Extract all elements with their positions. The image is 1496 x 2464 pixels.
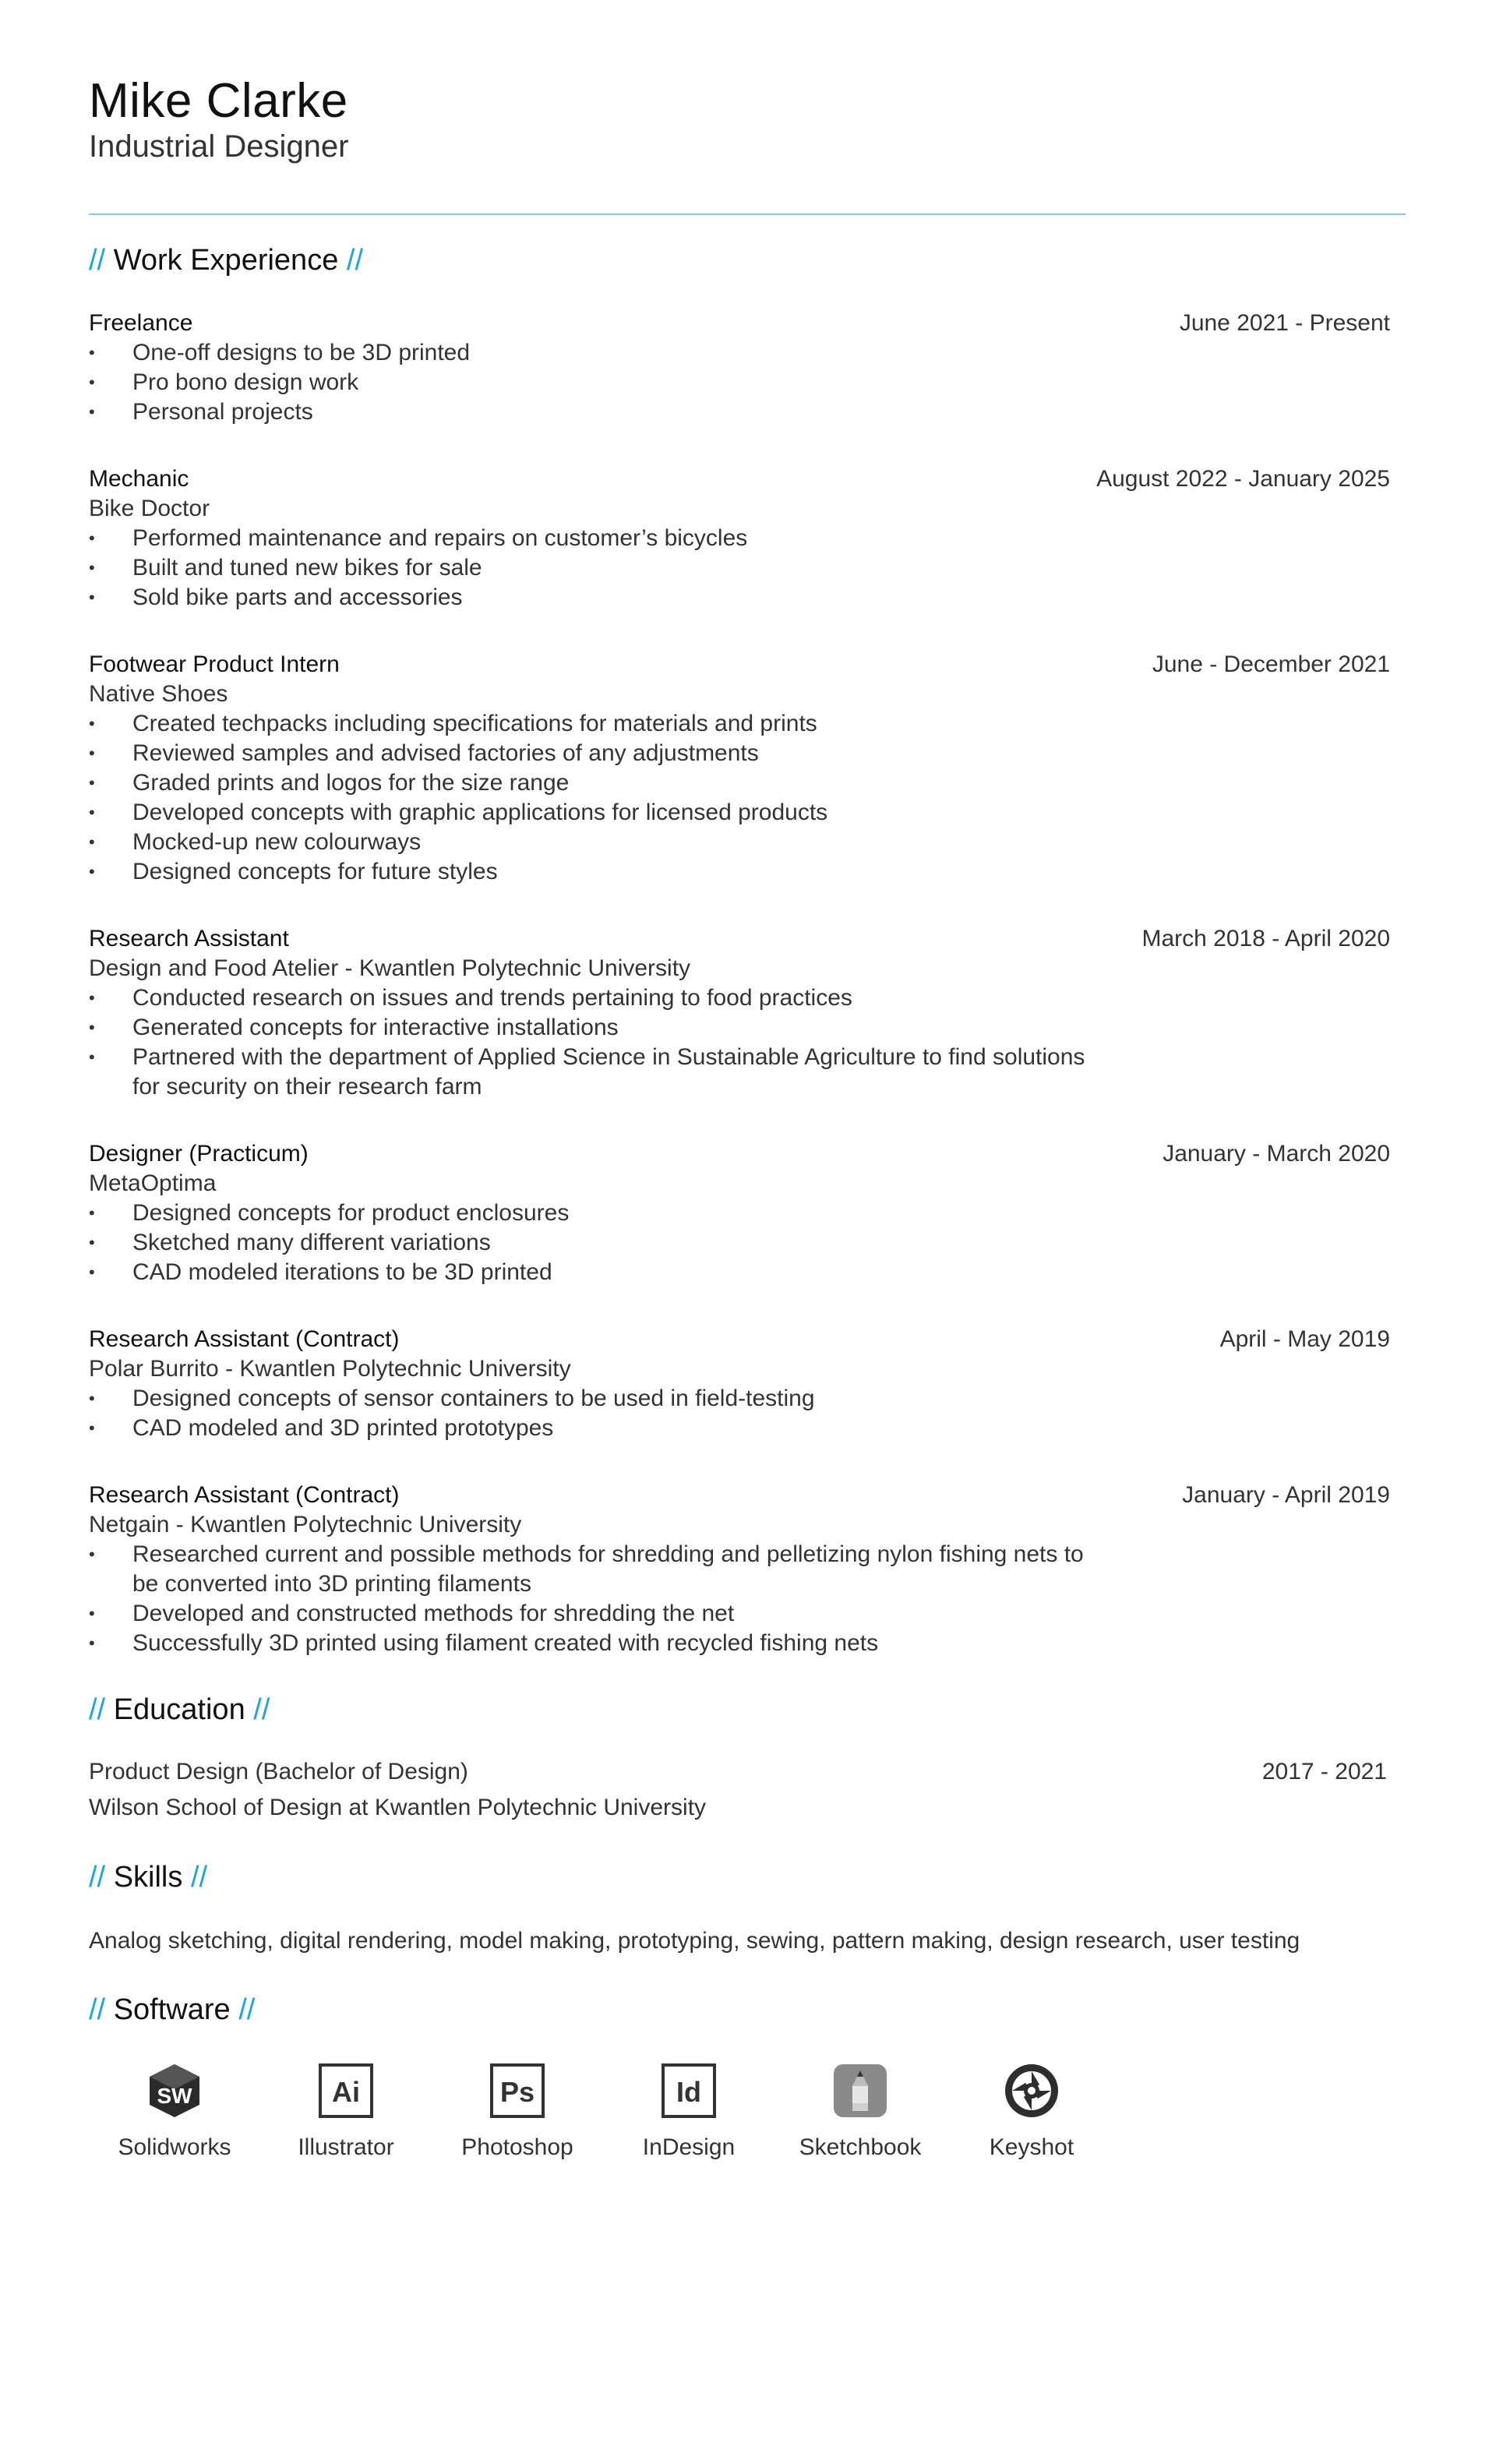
software-label: Keyshot [989,2134,1074,2160]
work-list [89,309,1406,1658]
job-bullet: • Designed concepts for future styles [89,857,1099,887]
job-bullets [89,1540,1390,1658]
header-divider [89,214,1406,215]
education-school: Wilson School of Design at Kwantlen Polytechnic University [89,1795,707,1821]
sketchbook-icon [832,2063,888,2119]
job-bullet: • Mocked-up new colourways [89,828,1099,857]
job-entry [89,309,1390,427]
job-date: August 2022 - January 2025 [1096,465,1390,492]
section-title-software [89,1993,1406,2028]
section-slash: // [89,244,106,277]
job-bullet: • Designed concepts of sensor containers to be used in field-testing [89,1384,1099,1414]
section-title-education [89,1693,1406,1728]
section-title-work [89,243,1406,279]
svg-text:Ps: Ps [499,2075,535,2108]
job-entry [89,1139,1390,1287]
job-company: MetaOptima [89,1170,217,1196]
job-title: Research Assistant (Contract) [89,1481,400,1508]
section-slash: // [89,1861,106,1894]
software-label: Illustrator [298,2134,394,2160]
job-title: Designer (Practicum) [89,1140,309,1167]
job-date: January - March 2020 [1163,1140,1390,1167]
software-label: InDesign [642,2134,736,2160]
education-date: 2017 - 2021 [1261,1759,1387,1785]
job-bullet: • Generated concepts for interactive installations [89,1013,1099,1043]
job-date: April - May 2019 [1219,1326,1390,1352]
job-bullets [89,524,1390,612]
job-date: June 2021 - Present [1179,309,1390,336]
svg-text:Id: Id [676,2075,701,2108]
section-slash: // [89,1693,106,1726]
job-bullets [89,1384,1390,1443]
skills-text: Analog sketching, digital rendering, model making, prototyping, sewing, pattern making, design research, user testing [89,1927,1300,1954]
job-entry [89,1325,1390,1443]
job-title: Research Assistant [89,925,289,951]
svg-text:Ai: Ai [332,2075,360,2108]
software-label: Solidworks [118,2134,231,2160]
job-bullet: • Performed maintenance and repairs on customer’s bicycles [89,524,1099,553]
job-bullet: • Personal projects [89,397,1099,427]
software-label: Photoshop [461,2134,573,2160]
software-item [89,2063,260,2162]
job-company: Netgain - Kwantlen Polytechnic University [89,1511,522,1537]
section-label: Skills [113,1861,183,1894]
job-date: January - April 2019 [1182,1481,1390,1508]
resume-header [89,75,1406,165]
education-degree: Product Design (Bachelor of Design) [89,1759,468,1785]
job-bullet: • CAD modeled and 3D printed prototypes [89,1414,1099,1443]
job-bullet: • Developed and constructed methods for shredding the net [89,1599,1099,1629]
job-bullet: • Graded prints and logos for the size range [89,768,1099,798]
education-block [89,1754,1406,1826]
software-item [946,2063,1117,2162]
section-label: Software [113,1993,231,2026]
indesign-icon [661,2063,717,2119]
section-slash: // [89,1993,106,2026]
section-label: Work Experience [113,244,339,277]
software-item [774,2063,946,2162]
software-list [89,2063,1406,2162]
job-bullet: • Built and tuned new bikes for sale [89,553,1099,583]
software-item [260,2063,432,2162]
job-bullet: • Designed concepts for product enclosures [89,1198,1099,1228]
svg-text:SW: SW [157,2083,192,2108]
resume-page [89,75,1406,2162]
solidworks-icon [146,2063,203,2119]
keyshot-icon [1004,2063,1060,2119]
job-entry [89,1481,1390,1658]
candidate-name: Mike Clarke [89,74,348,128]
illustrator-icon [318,2063,374,2119]
job-title: Freelance [89,309,193,336]
software-item [603,2063,774,2162]
job-bullet: • Successfully 3D printed using filament created with recycled fishing nets [89,1629,1099,1658]
section-slash: // [238,1993,256,2026]
job-title: Research Assistant (Contract) [89,1326,400,1352]
software-label: Sketchbook [799,2134,922,2160]
photoshop-icon [489,2063,545,2119]
job-bullet: • Researched current and possible methods for shredding and pelletizing nylon fishing nets to be converted into 3D printing filaments [89,1540,1099,1599]
job-bullet: • Sold bike parts and accessories [89,583,1099,612]
job-bullets [89,1198,1390,1287]
education-degree-row [89,1754,1390,1790]
section-slash: // [346,244,364,277]
job-bullets [89,983,1390,1102]
job-bullet: • Sketched many different variations [89,1228,1099,1258]
job-bullet: • Developed concepts with graphic applications for licensed products [89,798,1099,828]
job-date: June - December 2021 [1152,651,1390,677]
software-item [432,2063,603,2162]
job-company: Polar Burrito - Kwantlen Polytechnic University [89,1355,571,1382]
job-entry [89,464,1390,612]
section-title-skills [89,1860,1406,1896]
job-title: Mechanic [89,465,189,492]
job-bullet: • Conducted research on issues and trends pertaining to food practices [89,983,1099,1013]
job-bullets [89,709,1390,887]
job-bullet: • Pro bono design work [89,368,1099,397]
job-bullet: • Partnered with the department of Applied Science in Sustainable Agriculture to find solutions for security on their research farm [89,1043,1099,1102]
section-slash: // [190,1861,208,1894]
job-bullets [89,338,1390,427]
job-bullet: • Reviewed samples and advised factories of any adjustments [89,739,1099,768]
section-slash: // [253,1693,270,1726]
job-bullet: • Created techpacks including specifications for materials and prints [89,709,1099,739]
job-company: Design and Food Atelier - Kwantlen Polytechnic University [89,955,691,981]
job-date: March 2018 - April 2020 [1141,925,1390,951]
job-company: Native Shoes [89,680,228,707]
job-bullet: • One-off designs to be 3D printed [89,338,1099,368]
section-label: Education [113,1693,245,1726]
job-entry [89,650,1390,887]
job-entry [89,924,1390,1102]
job-title: Footwear Product Intern [89,651,340,677]
job-company: Bike Doctor [89,495,210,521]
candidate-title: Industrial Designer [89,129,349,164]
job-bullet: • CAD modeled iterations to be 3D printed [89,1258,1099,1287]
